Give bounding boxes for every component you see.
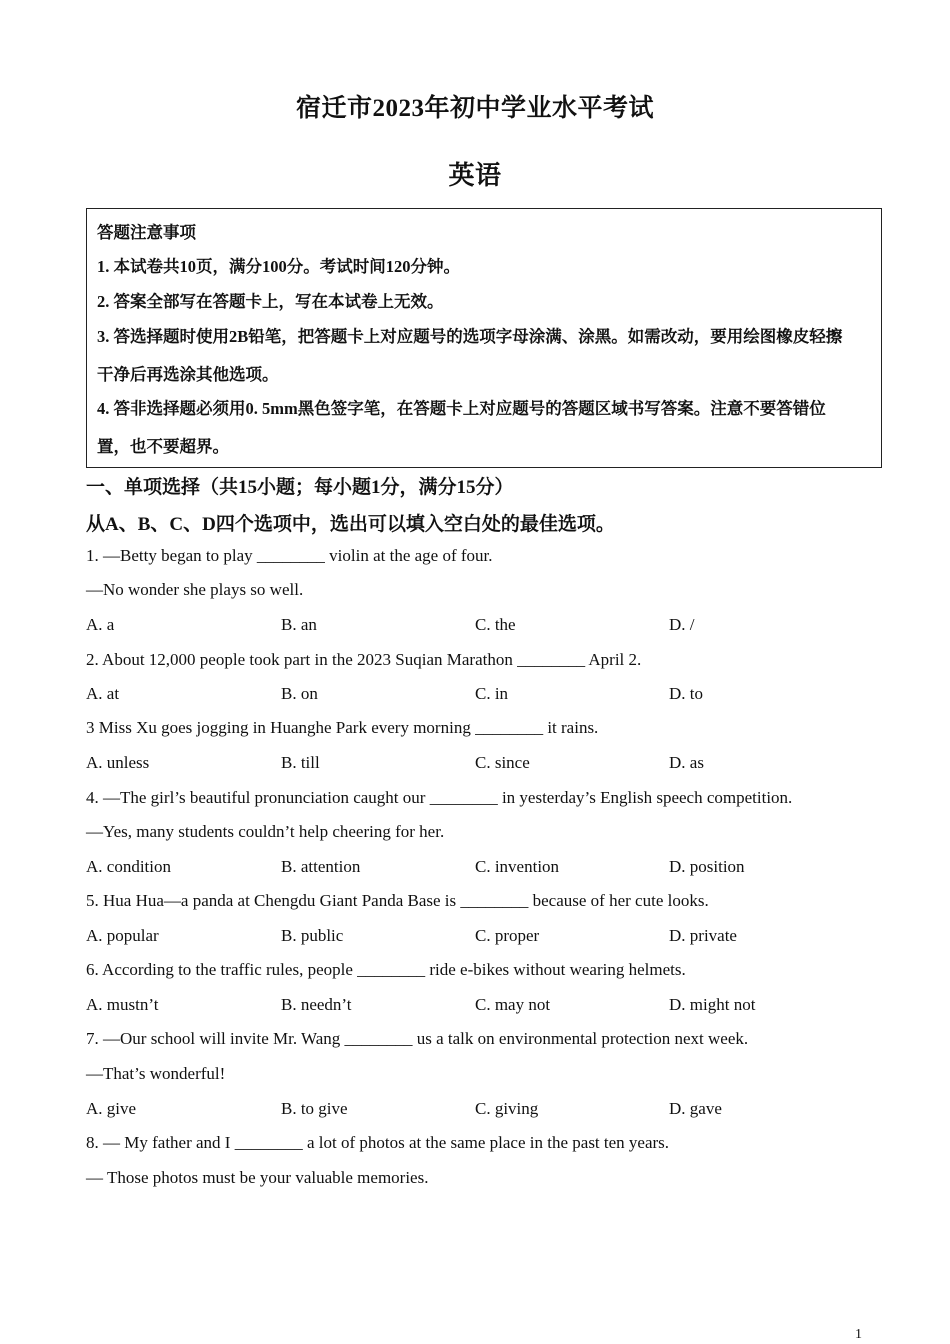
question-4-option-d: D. position	[669, 857, 745, 876]
notice-box	[86, 208, 882, 468]
question-6-option-c: C. may not	[475, 995, 551, 1014]
question-4-reply: —Yes, many students couldn’t help cheering for her.	[86, 822, 445, 841]
question-2-option-b: B. on	[281, 684, 318, 703]
notice-line-4-cont: 置，也不要超界。	[97, 437, 229, 456]
question-1-option-c: C. the	[475, 615, 516, 634]
question-4-option-a: A. condition	[86, 857, 171, 876]
notice-line-4: 4. 答非选择题必须用0. 5mm黑色签字笔，在答题卡上对应题号的答题区域书写答案。注意不要答错位	[97, 399, 826, 418]
question-7-stem: 7. —Our school will invite Mr. Wang ________ us a talk on environmental protection next week.	[86, 1029, 749, 1048]
question-3-stem: 3 Miss Xu goes jogging in Huanghe Park every morning ________ it rains.	[86, 718, 599, 737]
question-1-stem: 1. —Betty began to play ________ violin at the age of four.	[86, 546, 493, 565]
exam-title: 宿迁市2023年初中学业水平考试	[295, 95, 654, 122]
question-8-reply: — Those photos must be your valuable memories.	[86, 1168, 429, 1187]
question-3-option-b: B. till	[281, 753, 320, 772]
question-7-reply: —That’s wonderful!	[86, 1064, 226, 1083]
notice-line-3-cont: 干净后再选涂其他选项。	[97, 365, 279, 384]
question-4-stem: 4. —The girl’s beautiful pronunciation caught our ________ in yesterday’s English speech competition.	[86, 788, 793, 807]
question-5-option-b: B. public	[281, 926, 344, 945]
question-7-option-d: D. gave	[669, 1099, 722, 1118]
question-6-stem: 6. According to the traffic rules, people ________ ride e-bikes without wearing helmets.	[86, 960, 686, 979]
question-6-option-d: D. might not	[669, 995, 756, 1014]
question-6-option-b: B. needn’t	[281, 995, 352, 1014]
question-4-option-b: B. attention	[281, 857, 361, 876]
question-1-option-b: B. an	[281, 615, 317, 634]
notice-heading: 答题注意事项	[97, 223, 196, 242]
question-2-option-d: D. to	[669, 684, 703, 703]
notice-line-1: 1. 本试卷共10页，满分100分。考试时间120分钟。	[97, 257, 460, 276]
question-8-stem: 8. — My father and I ________ a lot of photos at the same place in the past ten years.	[86, 1133, 670, 1152]
subject-title: 英语	[448, 161, 502, 190]
question-3-option-c: C. since	[475, 753, 530, 772]
question-5-option-d: D. private	[669, 926, 737, 945]
question-6-option-a: A. mustn’t	[86, 995, 159, 1014]
question-2-stem: 2. About 12,000 people took part in the 2023 Suqian Marathon ________ April 2.	[86, 650, 642, 669]
section-heading: 一、单项选择（共15小题；每小题1分，满分15分）	[86, 477, 514, 498]
question-5-option-c: C. proper	[475, 926, 540, 945]
question-1-option-d: D. /	[669, 615, 695, 634]
question-3-option-d: D. as	[669, 753, 704, 772]
question-2-option-c: C. in	[475, 684, 509, 703]
question-7-option-b: B. to give	[281, 1099, 348, 1118]
question-1-option-a: A. a	[86, 615, 115, 634]
notice-line-2: 2. 答案全部写在答题卡上，写在本试卷上无效。	[97, 292, 444, 311]
question-2-option-a: A. at	[86, 684, 120, 703]
notice-line-3: 3. 答选择题时使用2B铅笔，把答题卡上对应题号的选项字母涂满、涂黑。如需改动，要用绘图橡皮轻擦	[97, 327, 843, 346]
question-7-option-a: A. give	[86, 1099, 137, 1118]
question-5-option-a: A. popular	[86, 926, 159, 945]
question-4-option-c: C. invention	[475, 857, 560, 876]
question-7-option-c: C. giving	[475, 1099, 539, 1118]
question-3-option-a: A. unless	[86, 753, 150, 772]
question-1-reply: —No wonder she plays so well.	[86, 580, 304, 599]
question-5-stem: 5. Hua Hua—a panda at Chengdu Giant Panda Base is ________ because of her cute looks.	[86, 891, 709, 910]
section-instruction: 从A、B、C、D四个选项中，选出可以填入空白处的最佳选项。	[86, 514, 615, 535]
page-number: 1	[855, 1327, 862, 1342]
